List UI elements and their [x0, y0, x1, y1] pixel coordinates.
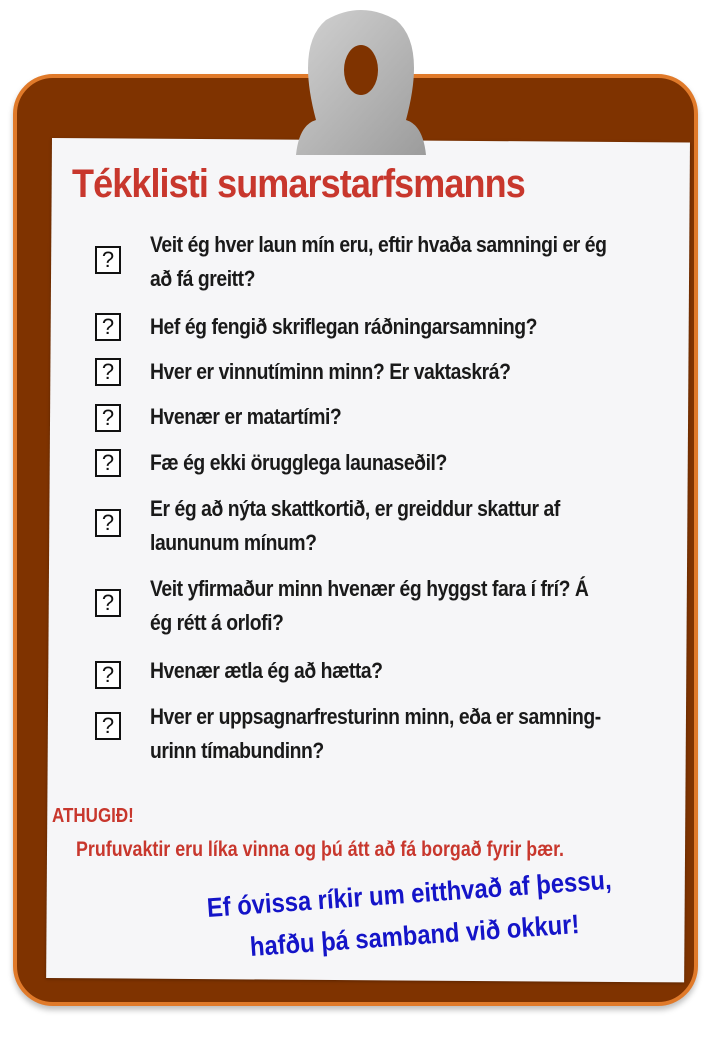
checklist-item — [95, 358, 121, 386]
cta-line-2: hafðu þá samband við okkur! — [248, 909, 581, 962]
checklist-item-text: Veit ég hver laun mín eru, eftir hvaða samningi er ég að fá greitt? — [150, 232, 607, 291]
checklist-item-text: Hver er vinnutíminn minn? Er vaktaskrá? — [150, 359, 511, 384]
checklist-item-text: Hvenær er matartími? — [150, 404, 342, 429]
question-checkbox[interactable]: ? — [95, 449, 121, 477]
checklist-item — [95, 661, 121, 689]
checklist-item-text: Hef ég fengið skriflegan ráðningarsamning? — [150, 314, 538, 339]
question-checkbox[interactable]: ? — [95, 589, 121, 617]
checklist-item — [95, 313, 121, 341]
question-checkbox[interactable]: ? — [95, 404, 121, 432]
question-checkbox[interactable]: ? — [95, 246, 121, 274]
question-checkbox[interactable]: ? — [95, 358, 121, 386]
checklist-item-text: Fæ ég ekki örugglega launaseðil? — [150, 450, 447, 475]
question-checkbox[interactable]: ? — [95, 712, 121, 740]
checklist-item — [95, 404, 121, 432]
note-body: Prufuvaktir eru líka vinna og þú átt að fá borgað fyrir þær. — [76, 838, 565, 861]
checklist-item — [95, 589, 121, 617]
checklist-item — [95, 712, 121, 740]
checklist-item — [95, 246, 121, 274]
clipboard-clip-icon — [241, 5, 481, 155]
question-checkbox[interactable]: ? — [95, 509, 121, 537]
checklist-item — [95, 449, 121, 477]
checklist-item-text: Hver er uppsagnarfresturinn minn, eða er samning-urinn tímabundinn? — [150, 704, 601, 763]
checklist-item-text: Hvenær ætla ég að hætta? — [150, 658, 383, 683]
note-heading: ATHUGIÐ! — [52, 805, 134, 827]
question-checkbox[interactable]: ? — [95, 313, 121, 341]
question-checkbox[interactable]: ? — [95, 661, 121, 689]
checklist-item-text: Veit yfirmaður minn hvenær ég hyggst fara í frí? Á ég rétt á orlofi? — [150, 576, 589, 635]
checklist-item-text: Er ég að nýta skattkortið, er greiddur skattur af laununum mínum? — [150, 496, 560, 555]
page-title: Tékklisti sumarstarfsmanns — [72, 162, 525, 206]
checklist-item — [95, 509, 121, 537]
cta-line-1: Ef óvissa ríkir um eitthvað af þessu, — [205, 864, 613, 923]
